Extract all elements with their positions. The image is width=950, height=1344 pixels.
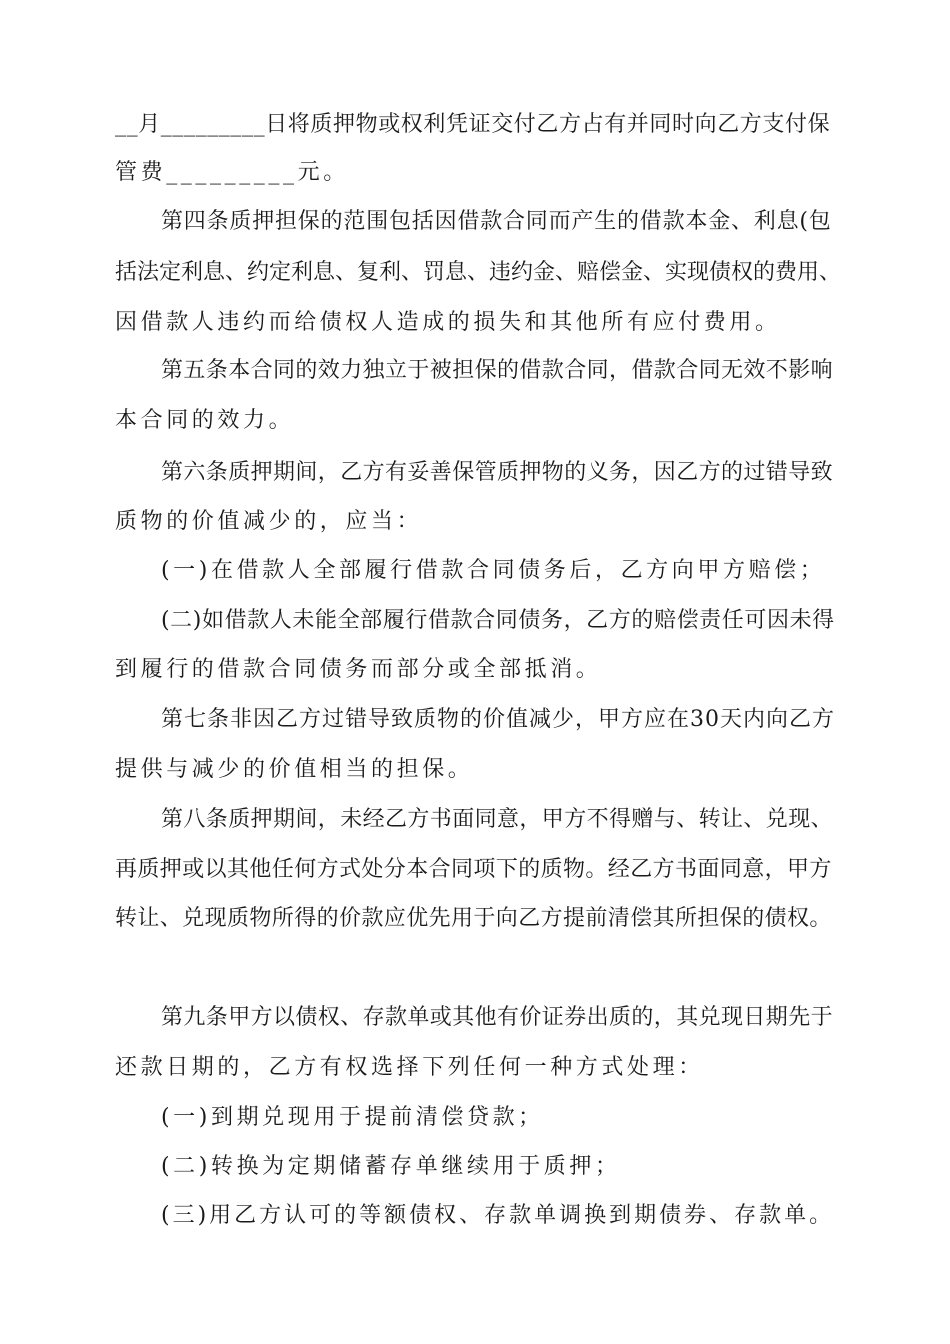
text-line: (三)用乙方认可的等额债权、存款单调换到期债券、存款单。	[161, 1203, 835, 1228]
text-line: 第四条质押担保的范围包括因借款合同而产生的借款本金、利息(包	[161, 209, 832, 234]
text-line: 还款日期的，乙方有权选择下列任何一种方式处理：	[115, 1055, 704, 1080]
text-line: (一)在借款人全部履行借款合同债务后，乙方向甲方赔偿；	[161, 558, 826, 583]
text-line: 再质押或以其他任何方式处分本合同项下的质物。经乙方书面同意，甲方	[115, 857, 832, 882]
text-line: 第七条非因乙方过错导致质物的价值减少，甲方应在30天内向乙方	[161, 707, 835, 732]
text-line: 转让、兑现质物所得的价款应优先用于向乙方提前清偿其所担保的债权。	[115, 906, 832, 931]
text-line: 括法定利息、约定利息、复利、罚息、违约金、赔偿金、实现债权的费用、	[115, 260, 842, 285]
text-line: 提供与减少的价值相当的担保。	[115, 757, 474, 782]
text-line: 管费_________元。	[115, 160, 349, 185]
text-line: 本合同的效力。	[115, 408, 295, 433]
text-line: 第九条甲方以债权、存款单或其他有价证券出质的，其兑现日期先于	[161, 1005, 834, 1030]
text-line: (二)如借款人未能全部履行借款合同债务，乙方的赔偿责任可因未得	[161, 608, 835, 633]
text-line: __月_________日将质押物或权利凭证交付乙方占有并同时向乙方支付保	[115, 112, 831, 137]
text-line: 到履行的借款合同债务而部分或全部抵消。	[115, 657, 602, 682]
text-line: 第八条质押期间，未经乙方书面同意，甲方不得赠与、转让、兑现、	[161, 807, 834, 832]
text-line: (一)到期兑现用于提前清偿贷款；	[161, 1105, 544, 1130]
text-line: 质物的价值减少的，应当：	[115, 509, 423, 534]
text-line: 第五条本合同的效力独立于被担保的借款合同，借款合同无效不影响	[161, 358, 834, 383]
text-line: 第六条质押期间，乙方有妥善保管质押物的义务，因乙方的过错导致	[161, 460, 834, 485]
text-line: (二)转换为定期储蓄存单继续用于质押；	[161, 1154, 621, 1179]
text-line: 因借款人违约而给债权人造成的损失和其他所有应付费用。	[115, 310, 781, 335]
